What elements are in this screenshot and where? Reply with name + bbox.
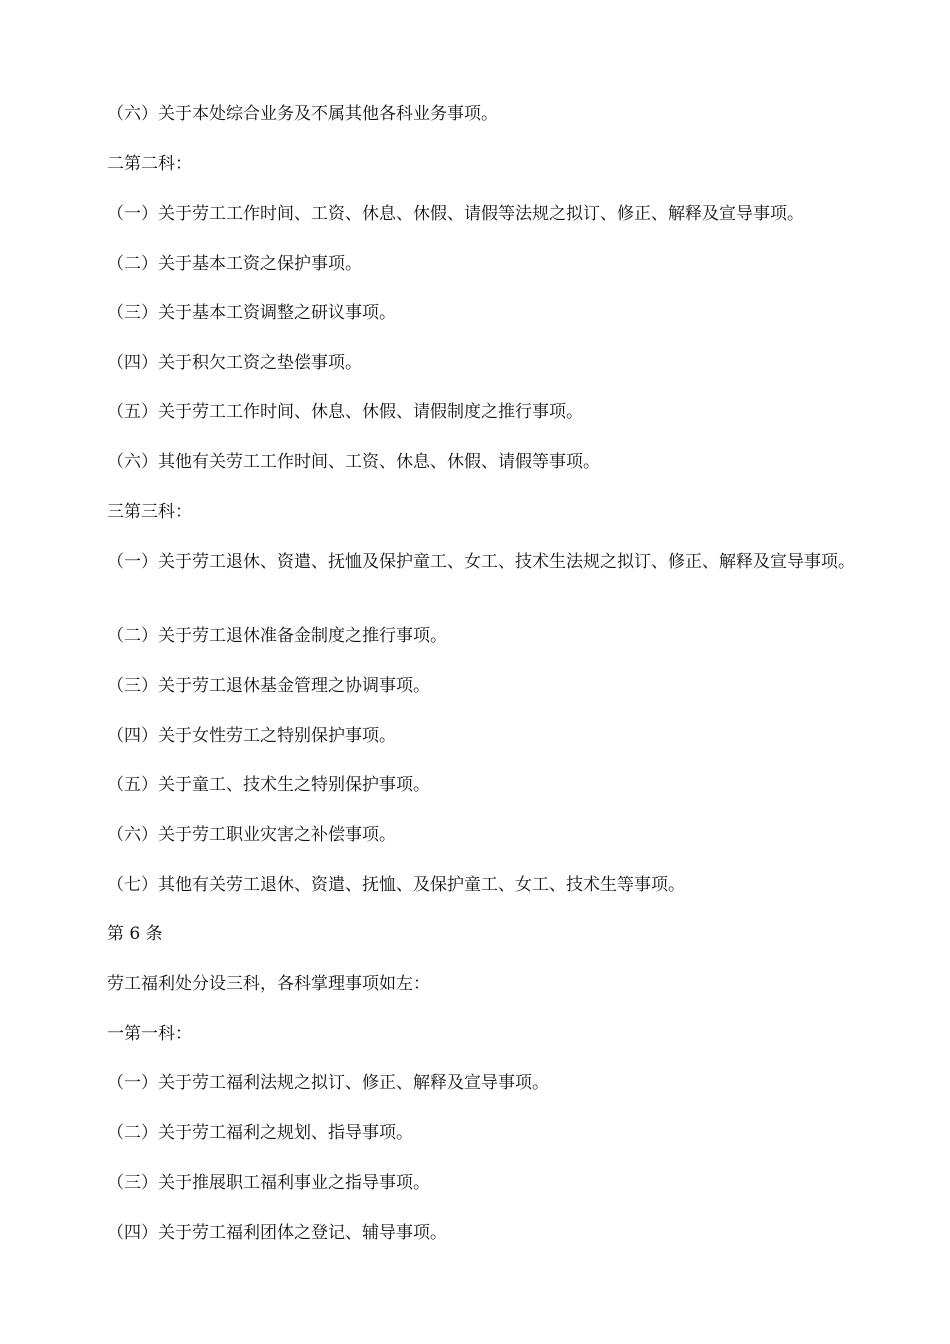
paragraph: （二）关于基本工资之保护事项。: [107, 254, 362, 274]
paragraph: （四）关于积欠工资之垫偿事项。: [107, 353, 362, 373]
paragraph: （一）关于劳工退休、资遣、抚恤及保护童工、女工、技术生法规之拟订、修正、解释及宣导事项。: [107, 552, 855, 572]
paragraph: 劳工福利处分设三科，各科掌理事项如左：: [107, 974, 430, 994]
paragraph: （五）关于童工、技术生之特别保护事项。: [107, 775, 430, 795]
section-heading: 二第二科：: [107, 154, 192, 174]
paragraph: （五）关于劳工工作时间、休息、休假、请假制度之推行事项。: [107, 402, 583, 422]
paragraph: （四）关于劳工福利团体之登记、辅导事项。: [107, 1223, 447, 1243]
paragraph: （三）关于基本工资调整之研议事项。: [107, 303, 396, 323]
paragraph: （七）其他有关劳工退休、资遣、抚恤、及保护童工、女工、技术生等事项。: [107, 875, 685, 895]
paragraph: （三）关于劳工退休基金管理之协调事项。: [107, 676, 430, 696]
paragraph: （四）关于女性劳工之特别保护事项。: [107, 726, 396, 746]
section-heading: 三第三科：: [107, 502, 192, 522]
section-heading: 一第一科：: [107, 1024, 192, 1044]
paragraph: （三）关于推展职工福利事业之指导事项。: [107, 1173, 430, 1193]
paragraph: （二）关于劳工退休准备金制度之推行事项。: [107, 626, 447, 646]
paragraph: （六）关于本处综合业务及不属其他各科业务事项。: [107, 104, 498, 124]
paragraph: （二）关于劳工福利之规划、指导事项。: [107, 1123, 413, 1143]
paragraph: （一）关于劳工福利法规之拟订、修正、解释及宣导事项。: [107, 1073, 549, 1093]
article-heading: 第 6 条: [107, 924, 163, 944]
paragraph: （一）关于劳工工作时间、工资、休息、休假、请假等法规之拟订、修正、解释及宣导事项。: [107, 204, 804, 224]
paragraph: （六）其他有关劳工工作时间、工资、休息、休假、请假等事项。: [107, 452, 600, 472]
paragraph: （六）关于劳工职业灾害之补偿事项。: [107, 825, 396, 845]
